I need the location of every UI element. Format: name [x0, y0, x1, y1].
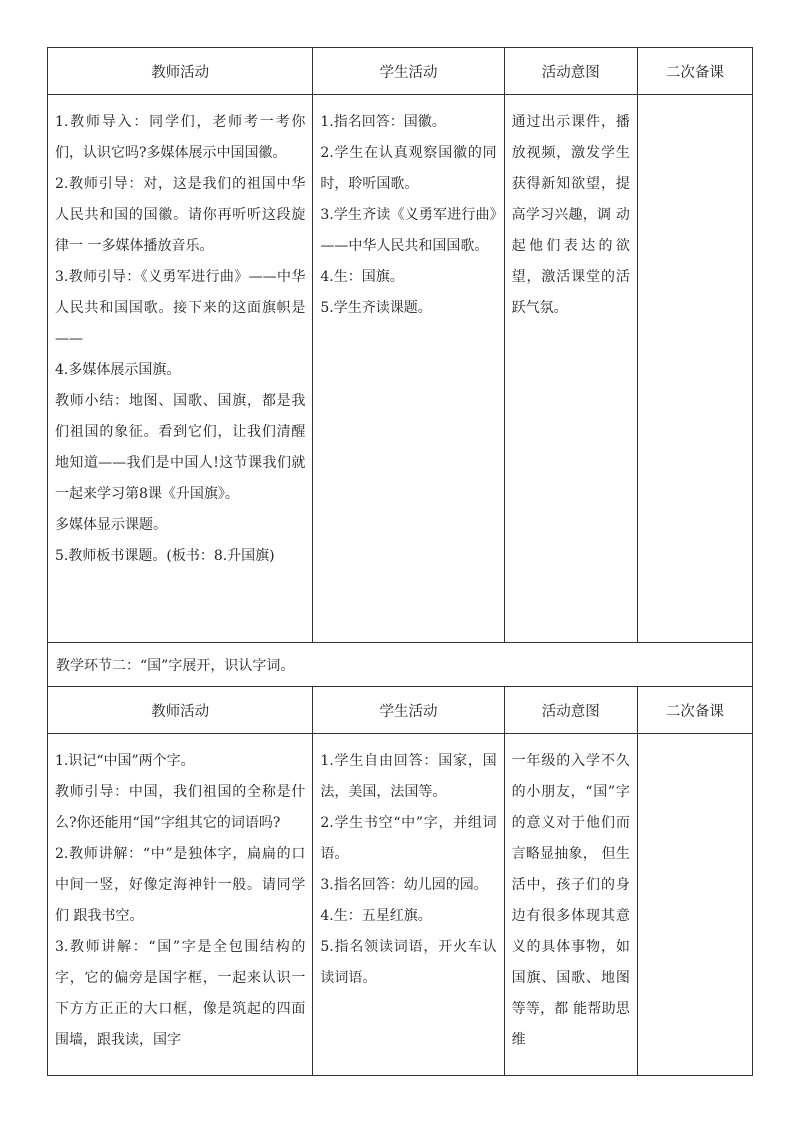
activity-intent-cell: [504, 734, 637, 1076]
teacher-step: 2.教师讲解：“中”是独体字，扁扁的口中间一竖，好像定海神针一般。请同学们 跟我书空。: [55, 846, 306, 924]
student-step: 5.学生齐读课题。: [320, 300, 432, 316]
header-student-activity: 学生活动: [313, 48, 504, 95]
section-row: [48, 643, 753, 687]
header-student-activity: 学生活动: [313, 687, 504, 734]
teacher-step: 4.多媒体展示国旗。: [55, 362, 181, 378]
header-activity-intent: 活动意图: [504, 48, 637, 95]
student-activity-cell: [313, 95, 504, 643]
header-second-preparation: 二次备课: [637, 687, 752, 734]
teacher-step: 1.教师导入：同学们，老师考一考你们，认识它吗?多媒体展示中国国徽。: [55, 114, 306, 161]
intent-text: 通过出示课件，播放视频，激发学生获得新知欲望，提高学习兴趣，调 动起他们表达的欲望，激活课堂的活跃气氛。: [511, 114, 630, 316]
teacher-step: 2.教师引导：对，这是我们的祖国中华人民共和国的国徽。请你再听听这段旋律一 一多媒体播放音乐。: [55, 176, 306, 254]
header-second-preparation: 二次备课: [637, 48, 752, 95]
table-row: [48, 734, 753, 1076]
teacher-step: 3.教师讲解：“国”字是全包围结构的字，它的偏旁是国字框，一起来认识一下方方正正的大口框，像是筑起的四面围墙，跟我读，国字: [55, 939, 306, 1048]
table-row: [48, 95, 753, 643]
teacher-activity-cell: [48, 734, 313, 1076]
activity-intent-cell: [504, 95, 637, 643]
teacher-step: 1.识记“中国”两个字。: [55, 753, 195, 769]
student-step: 4.生：五星红旗。: [320, 908, 432, 924]
table-header-row: [48, 687, 753, 734]
student-step: 2.学生书空“中”字，并组词语。: [320, 815, 497, 862]
table-header-row: [48, 48, 753, 95]
teacher-step: 3.教师引导：《义勇军进行曲》——中华人民共和国国歌。接下来的这面旗帜是——: [55, 269, 306, 347]
student-step: 1.学生自由回答：国家，国法，美国，法国等。: [320, 753, 497, 800]
student-step: 2.学生在认真观察国徽的同时，聆听国歌。: [320, 145, 497, 192]
student-step: 1.指名回答：国徽。: [320, 114, 446, 130]
lesson-plan-table: [47, 47, 753, 1076]
student-step: 3.指名回答：幼儿园的园。: [320, 877, 488, 893]
section-title: 教学环节二：“国”字展开，识认字词。: [48, 643, 753, 687]
teacher-step: 5.教师板书课题。(板书：8.升国旗): [55, 548, 275, 564]
header-teacher-activity: 教师活动: [48, 687, 313, 734]
teacher-step: 教师引导：中国，我们祖国的全称是什么?你还能用“国”字组其它的词语吗?: [55, 784, 306, 831]
teacher-step: 多媒体显示课题。: [55, 517, 167, 533]
student-step: 5.指名领读词语，开火车认读词语。: [320, 939, 497, 986]
second-preparation-cell: [637, 95, 752, 643]
teacher-step: 教师小结：地图、国歌、国旗，都是我们祖国的象征。看到它们，让我们清醒地知道——我们是中国人!这节课我们就一起来学习第8课《升国旗》。: [55, 393, 306, 502]
lesson-plan-page: [47, 47, 753, 1076]
header-teacher-activity: 教师活动: [48, 48, 313, 95]
student-activity-cell: [313, 734, 504, 1076]
second-preparation-cell: [637, 734, 752, 1076]
header-activity-intent: 活动意图: [504, 687, 637, 734]
intent-text: 一年级的入学不久的小朋友，“国”字的意义对于他们而言略显抽象， 但生活中，孩子们的身边有很多体现其意义的具体事物，如国旗、国歌、地图等等，都 能帮助思维: [511, 753, 630, 1048]
teacher-activity-cell: [48, 95, 313, 643]
student-step: 4.生：国旗。: [320, 269, 404, 285]
student-step: 3.学生齐读《义勇军进行曲》——中华人民共和国国歌。: [320, 207, 497, 254]
